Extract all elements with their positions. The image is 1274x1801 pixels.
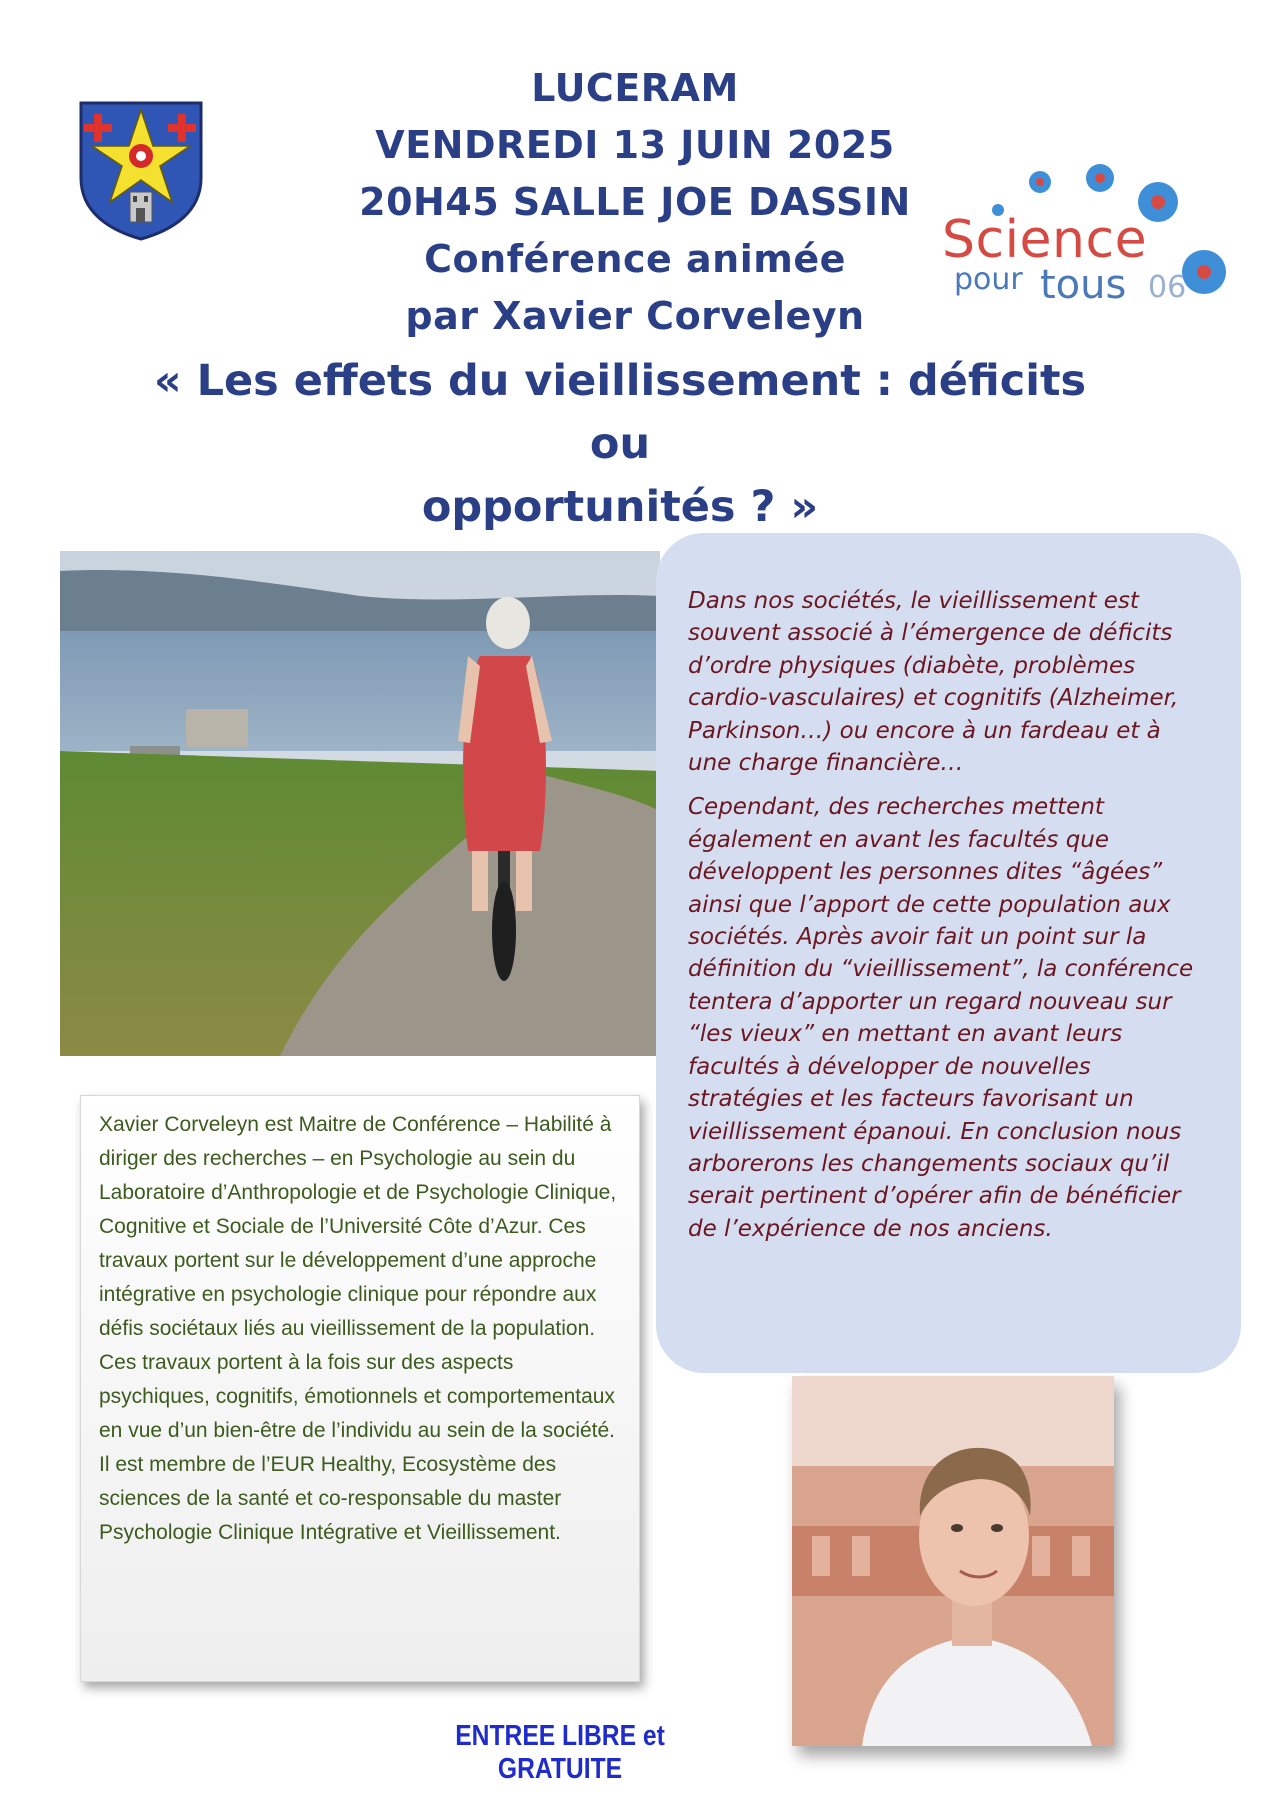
science-pour-tous-logo bbox=[930, 150, 1230, 310]
speaker-bio-text: Xavier Corveleyn est Maitre de Conférence – Habilité à diriger des recherches – en Psychologie au sein du Laboratoire d’Anthropologie et de Psychologie Clinique, Cognitive et Sociale de l’Université Côte d’Azur. Ces travaux portent sur le développement d’une approche intégrative en psychologie clinique pour répondre aux défis sociétaux liés au vieillissement de la population. Ces travaux portent à la fois sur des aspects psychiques, cognitifs, émotionnels et comportementaux en vue d’un bien-être de l’individu au sein de la société. Il est membre de l’EUR Healthy, Ecosystème des sciences de la santé et co-responsable du master Psychologie Clinique Intégrative et Vieillissement. bbox=[99, 1113, 617, 1544]
logo-number: 06 bbox=[1148, 270, 1187, 305]
logo-word-pour: pour bbox=[954, 262, 1023, 297]
speaker-portrait-photo bbox=[792, 1376, 1114, 1746]
header-speaker: par Xavier Corveleyn bbox=[405, 294, 865, 338]
event-header bbox=[300, 60, 970, 345]
title-line-1: « Les effets du vieillissement : déficits ou bbox=[153, 356, 1087, 469]
logo-word-science: Science bbox=[942, 210, 1148, 270]
cyclist-lake-photo bbox=[60, 551, 660, 1056]
header-date: VENDREDI 13 JUIN 2025 bbox=[375, 123, 895, 167]
description-paragraph-2: Cependant, des recherches mettent également en avant les facultés que développent les personnes dites “âgées” ainsi que l’apport de cette population aux sociétés. Après avoir fait un point sur la définition du “vieillissement”, la conférence tentera d’apporter un regard nouveau sur “les vieux” en mettant en avant leurs facultés à développer de nouvelles stratégies et les facteurs favorisant un vieillissement épanoui. En conclusion nous arborerons les changements sociaux qu’il serait pertinent d’opérer afin de bénéficier de l’expérience de nos anciens. bbox=[688, 794, 1194, 1242]
description-paragraph-1: Dans nos sociétés, le vieillissement est souvent associé à l’émergence de déficits d’ordre physiques (diabète, problèmes cardio-vasculaires) et cognitifs (Alzheimer, Parkinson…) ou encore à un fardeau et à une charge financière… bbox=[688, 588, 1179, 777]
entry-free-notice: ENTREE LIBRE et GRATUITE bbox=[455, 1720, 665, 1785]
conference-description bbox=[688, 585, 1208, 1257]
logo-word-tous: tous bbox=[1040, 262, 1127, 308]
title-line-2: opportunités ? » bbox=[421, 482, 819, 532]
header-conference: Conférence animée bbox=[424, 237, 846, 281]
conference-description-panel bbox=[656, 533, 1241, 1373]
header-town: LUCERAM bbox=[531, 66, 739, 110]
speaker-bio-box bbox=[80, 1095, 640, 1682]
luceram-coat-of-arms bbox=[78, 100, 204, 242]
conference-title bbox=[120, 350, 1120, 539]
header-time-venue: 20H45 SALLE JOE DASSIN bbox=[359, 180, 911, 224]
